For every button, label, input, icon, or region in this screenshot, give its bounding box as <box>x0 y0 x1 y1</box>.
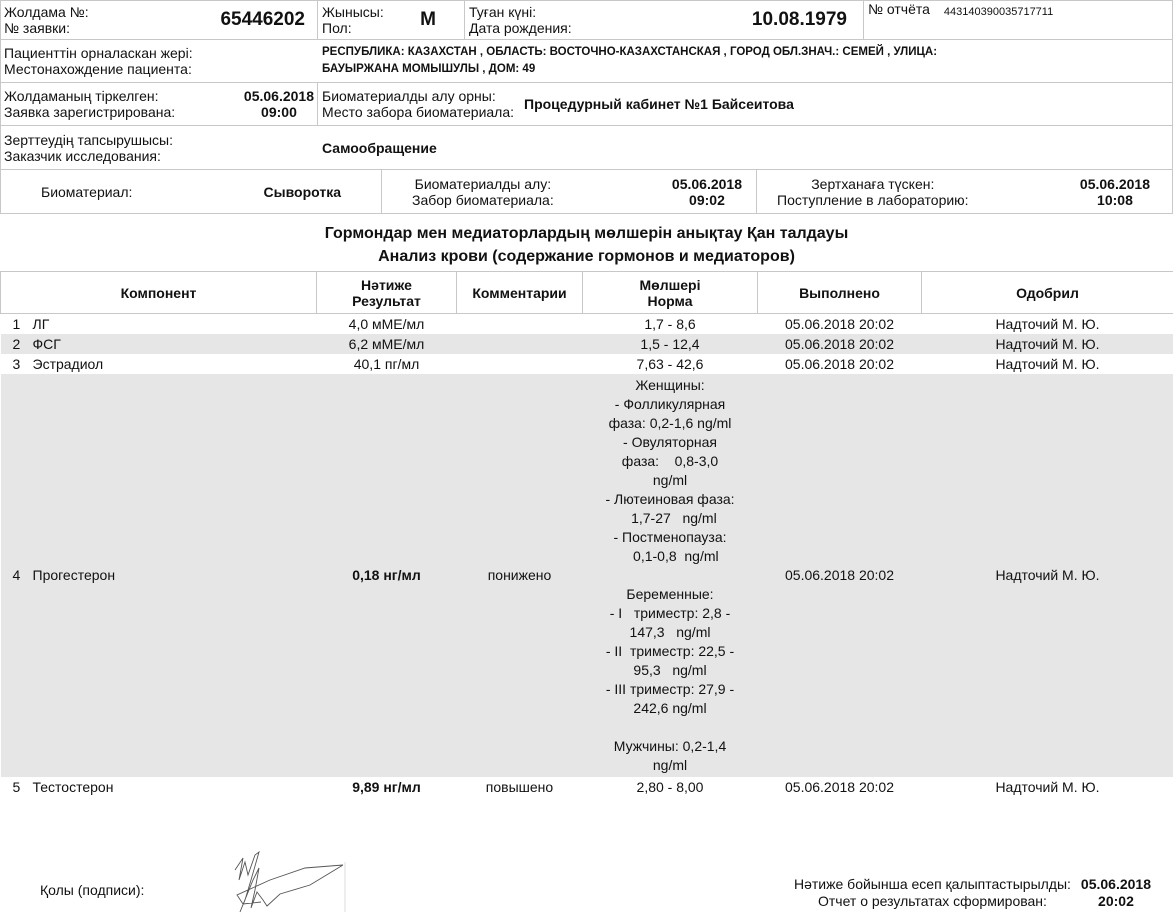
approved-value: Надточий М. Ю. <box>995 315 1100 332</box>
row-number: 4 <box>12 567 21 583</box>
norm-line: - I триместр: 2,8 - <box>609 604 731 621</box>
dob-label-kz: Туған күні: <box>469 4 537 20</box>
header-component: Компонент <box>1 272 317 314</box>
report-number-value: 443140390035717711 <box>943 6 1054 18</box>
report-number-label: № отчёта <box>868 1 930 17</box>
component-name: ФСГ <box>32 335 61 352</box>
lab-label-kz: Зертханаға түскен: <box>811 175 935 192</box>
norm-line: - Овуляторная <box>623 433 717 450</box>
registered-label-kz: Жолдаманың тіркелген: <box>4 88 159 104</box>
norm-line <box>583 718 758 737</box>
norm-value: 1,7 - 8,6 <box>644 315 696 332</box>
table-row <box>1 334 1173 354</box>
table-row <box>1 777 1173 797</box>
collection-date: 05.06.2018 <box>671 175 742 192</box>
component-name: ЛГ <box>32 315 50 332</box>
comment-value <box>457 334 583 354</box>
location-cell <box>0 39 1173 83</box>
approved-value: Надточий М. Ю. <box>922 374 1173 777</box>
norm-line: - Лютеиновая фаза: <box>605 490 735 507</box>
collection-values <box>672 176 742 208</box>
registered-time: 09:00 <box>261 104 297 120</box>
approved-value: Надточий М. Ю. <box>995 778 1100 795</box>
table-row <box>1 354 1173 374</box>
norm-line: 95,3 ng/ml <box>633 661 707 678</box>
dob-labels <box>469 4 572 36</box>
norm-line: ng/ml <box>652 471 688 488</box>
collection-place-label-ru: Место забора биоматериала: <box>322 104 515 120</box>
referral-cell <box>0 0 318 40</box>
comment-value <box>457 354 583 374</box>
report-number-cell <box>863 0 1173 40</box>
component-cell <box>1 334 317 354</box>
report-formed-label-ru: Отчет о результатах сформирован: <box>817 893 1047 909</box>
report-formed-block <box>794 876 1151 910</box>
customer-value: Самообращение <box>322 139 437 156</box>
norm-line: 0,1-0,8 ng/ml <box>621 547 719 564</box>
customer-label-kz: Зерттеудің тапсырушысы: <box>4 131 174 148</box>
sex-labels <box>322 4 384 36</box>
referral-number: 65446202 <box>220 9 305 30</box>
norm-line: - Фолликулярная <box>614 395 726 412</box>
norm-value: 7,63 - 42,6 <box>636 355 704 372</box>
norm-line: Мужчины: 0,2-1,4 <box>613 737 727 754</box>
report-formed-values <box>1081 876 1151 910</box>
header-norm <box>583 272 758 314</box>
header-norm-kz: Мөлшері <box>639 276 701 293</box>
result-value: 9,89 нг/мл <box>352 778 421 795</box>
collection-cell <box>381 169 757 214</box>
table-row <box>1 314 1173 334</box>
lab-labels <box>777 176 969 208</box>
header-result <box>317 272 457 314</box>
norm-line: Женщины: <box>635 376 705 393</box>
norm-line: фаза: 0,2-1,6 ng/ml <box>608 414 732 431</box>
location-line1: РЕСПУБЛИКА: КАЗАХСТАН , ОБЛАСТЬ: ВОСТОЧНО-КАЗАХСТАНСКАЯ , ГОРОД ОБЛ.ЗНАЧ.: СЕМЕЙ , УЛИЦА: <box>322 46 938 58</box>
registered-label-ru: Заявка зарегистрирована: <box>4 104 176 120</box>
collection-time: 09:02 <box>689 191 725 208</box>
component-name: Эстрадиол <box>32 355 104 372</box>
lab-time: 10:08 <box>1097 191 1133 208</box>
done-value: 05.06.2018 20:02 <box>758 334 922 354</box>
header-approved: Одобрил <box>922 272 1173 314</box>
norm-line: 147,3 ng/ml <box>629 623 711 640</box>
header-comments: Комментарии <box>457 272 583 314</box>
norm-line: Беременные: <box>626 585 714 602</box>
customer-label-ru: Заказчик исследования: <box>4 147 161 164</box>
results-table <box>0 271 1173 797</box>
norm-line: - III триместр: 27,9 - <box>605 680 735 697</box>
registered-cell <box>0 82 318 126</box>
comment-value: понижено <box>457 374 583 777</box>
dob-cell <box>464 0 864 40</box>
sex-cell <box>317 0 465 40</box>
header-done: Выполнено <box>758 272 922 314</box>
norm-line: ng/ml <box>652 756 688 773</box>
norm-value <box>583 374 758 777</box>
header-result-kz: Нәтиже <box>361 276 412 293</box>
results-table-body <box>1 314 1173 797</box>
title-kz: Гормондар мен медиаторлардың мөлшерін анықтау Қан талдауы <box>324 225 849 242</box>
component-cell <box>1 354 317 374</box>
component-cell <box>1 777 317 797</box>
component-name: Тестостерон <box>32 778 114 795</box>
table-row <box>1 374 1173 777</box>
report-formed-label-kz: Нәтиже бойынша есеп қалыптастырылды: <box>794 876 1071 892</box>
result-value: 40,1 пг/мл <box>353 355 420 372</box>
collection-place-label-kz: Биоматериалды алу орны: <box>322 88 496 104</box>
location-line2: БАУЫРЖАНА МОМЫШУЛЫ , ДОМ: 49 <box>322 63 536 75</box>
comment-value <box>457 314 583 334</box>
approved-value: Надточий М. Ю. <box>922 334 1173 354</box>
component-cell <box>1 314 317 334</box>
biomaterial-cell <box>0 169 382 214</box>
dob-label-ru: Дата рождения: <box>469 20 572 36</box>
location-value <box>322 44 937 78</box>
result-value: 0,18 нг/мл <box>317 374 457 777</box>
collection-place-labels <box>322 88 514 120</box>
sex-label-kz: Жынысы: <box>322 4 384 20</box>
norm-value: 1,5 - 12,4 <box>583 334 758 354</box>
report-formed-time: 20:02 <box>1098 893 1134 909</box>
report-formed-date: 05.06.2018 <box>1080 876 1151 892</box>
norm-value: 2,80 - 8,00 <box>636 778 704 795</box>
component-name: Прогестерон <box>32 567 116 583</box>
table-header-row <box>1 272 1173 314</box>
lab-date: 05.06.2018 <box>1079 175 1150 192</box>
customer-labels <box>4 132 322 164</box>
location-labels <box>4 45 322 77</box>
done-value: 05.06.2018 20:02 <box>758 374 922 777</box>
registered-labels <box>4 88 175 120</box>
lab-values <box>1080 176 1150 208</box>
location-label-kz: Пациенттін орналаскан жері: <box>4 45 193 61</box>
norm-line: 242,6 ng/ml <box>633 699 707 716</box>
referral-labels <box>4 4 89 36</box>
location-label-ru: Местонахождение пациента: <box>4 61 192 77</box>
norm-line: 1,7-27 ng/ml <box>623 509 717 526</box>
collection-label-kz: Биоматериалды алу: <box>414 175 552 192</box>
registered-date: 05.06.2018 <box>243 88 314 104</box>
header-result-ru: Результат <box>352 292 421 309</box>
customer-cell <box>0 125 1173 170</box>
collection-place-cell <box>317 82 1173 126</box>
result-value: 4,0 мМЕ/мл <box>348 315 425 332</box>
title-ru: Анализ крови (содержание гормонов и медиаторов) <box>378 248 795 265</box>
row-number: 1 <box>12 315 21 332</box>
referral-label-ru: № заявки: <box>4 20 70 36</box>
done-value: 05.06.2018 20:02 <box>785 355 894 372</box>
row-number: 2 <box>12 335 21 352</box>
approved-value: Надточий М. Ю. <box>995 355 1100 372</box>
done-value: 05.06.2018 20:02 <box>785 778 894 795</box>
collection-label-ru: Забор биоматериала: <box>412 191 554 208</box>
comment-value: повышено <box>485 778 554 795</box>
done-value: 05.06.2018 20:02 <box>785 315 894 332</box>
norm-line: - Постменопауза: <box>613 528 727 545</box>
component-cell <box>1 374 317 777</box>
row-number: 3 <box>12 355 21 372</box>
row-number: 5 <box>12 778 21 795</box>
collection-labels <box>412 176 554 208</box>
registered-values <box>244 88 314 120</box>
norm-line: - II триместр: 22,5 - <box>605 642 735 659</box>
report-formed-labels <box>794 876 1071 910</box>
sex-label-ru: Пол: <box>322 20 352 36</box>
signature-image <box>215 850 355 917</box>
norm-line: фаза: 0,8-3,0 <box>621 452 719 469</box>
result-value: 6,2 мМЕ/мл <box>317 334 457 354</box>
lab-received-cell <box>756 169 1173 214</box>
signature-label: Қолы (подписи): <box>40 882 145 898</box>
collection-place-value: Процедурный кабинет №1 Байсеитова <box>524 96 794 112</box>
dob-value: 10.08.1979 <box>751 9 847 30</box>
lab-label-ru: Поступление в лабораторию: <box>777 191 969 208</box>
biomaterial-label: Биоматериал: <box>41 183 133 200</box>
header-norm-ru: Норма <box>647 292 693 309</box>
biomaterial-value: Сыворотка <box>263 183 341 200</box>
norm-line <box>583 566 758 585</box>
sex-value: М <box>420 9 436 30</box>
referral-label-kz: Жолдама №: <box>4 4 89 20</box>
